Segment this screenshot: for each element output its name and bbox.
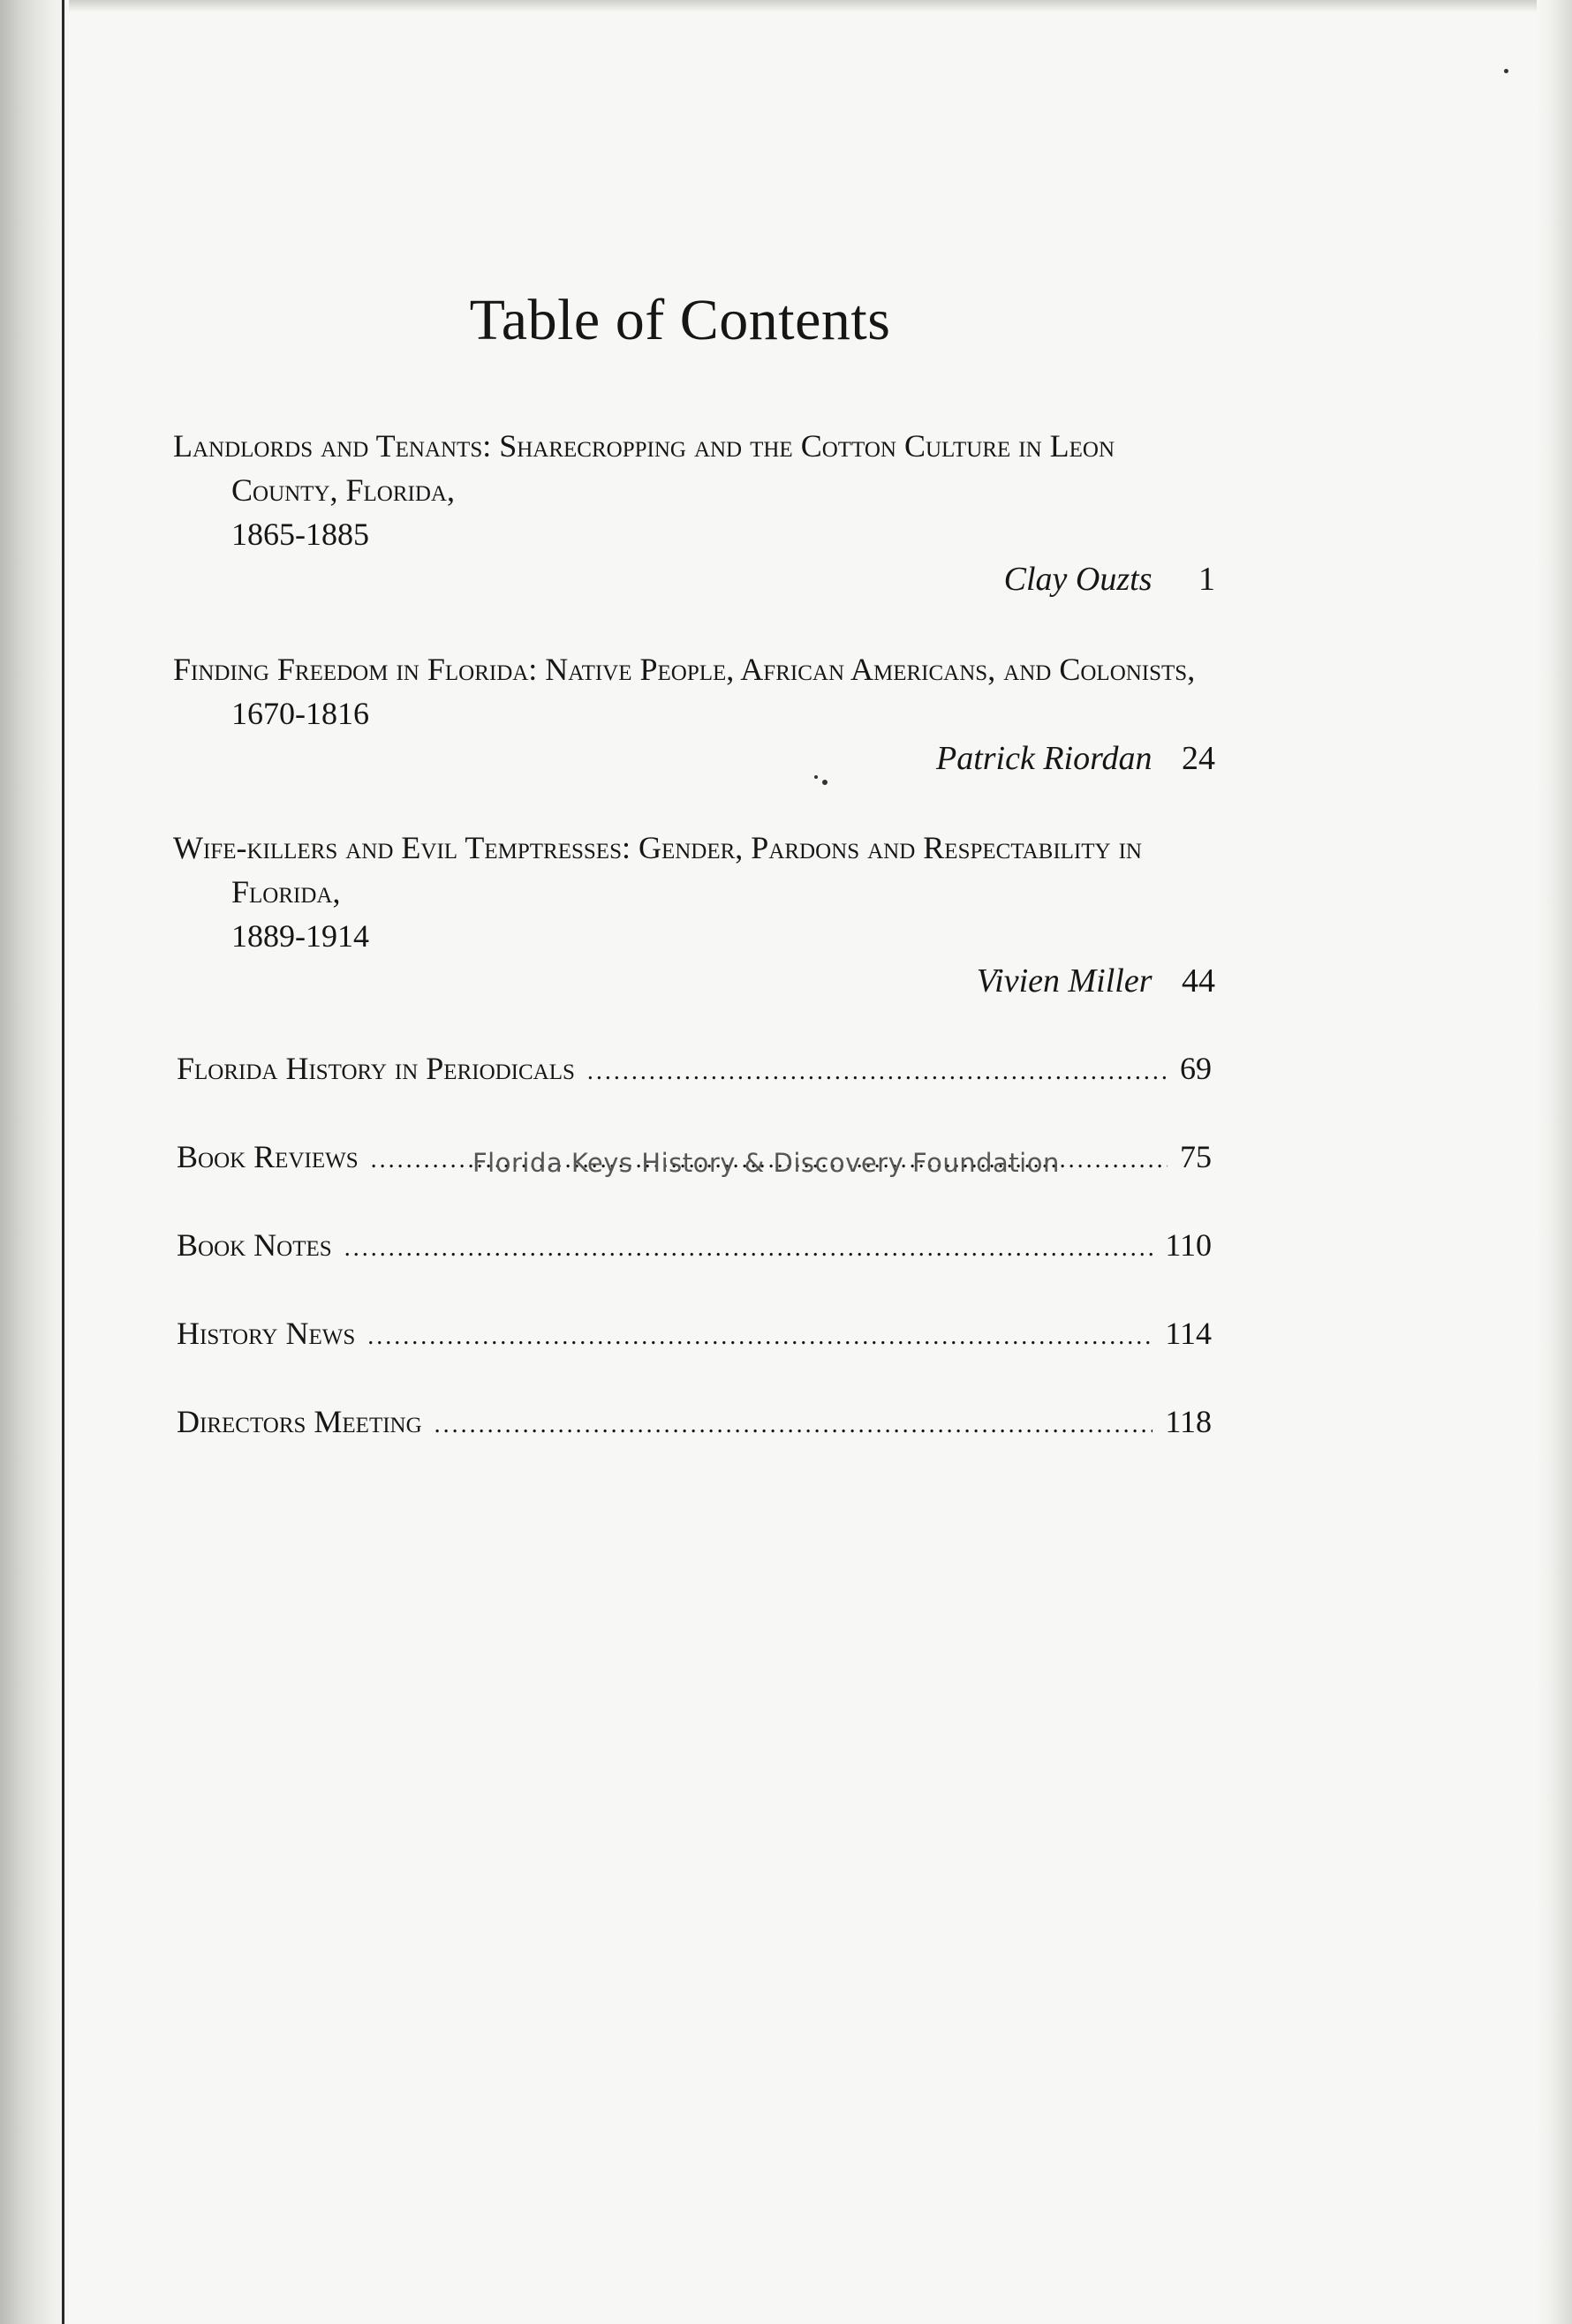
article-title-text: Landlords and Tenants: Sharecropping and the Cotton Culture in Leon County, Florida, <box>173 428 1115 508</box>
article-years: 1865-1885 <box>231 517 369 552</box>
scan-speck <box>1504 69 1508 73</box>
article-author: Vivien Miller <box>976 962 1153 1000</box>
article-title <box>173 826 1215 958</box>
toc-section-label: Directors Meeting <box>177 1404 422 1439</box>
article-title <box>173 647 1215 736</box>
article-page-number: 44 <box>1182 962 1215 1000</box>
toc-section-book-notes <box>177 1221 1212 1269</box>
toc-section-label: Florida History in Periodicals <box>177 1051 575 1086</box>
toc-section-label: Book Reviews <box>177 1139 359 1174</box>
article-byline <box>173 736 1215 781</box>
article-author: Clay Ouzts <box>1003 561 1153 598</box>
article-entry <box>173 424 1215 602</box>
toc-section-directors-meeting <box>177 1398 1212 1445</box>
article-byline <box>173 556 1215 602</box>
dot-leader <box>367 1313 1153 1361</box>
watermark: Florida Keys History & Discovery Foundation <box>472 1148 1060 1178</box>
toc-section-page: 118 <box>1165 1404 1212 1439</box>
article-entry <box>173 826 1215 1004</box>
article-page-number: 1 <box>1198 561 1215 598</box>
article-byline <box>173 958 1215 1004</box>
scan-edge-right <box>1537 0 1572 2324</box>
toc-section-page: 110 <box>1165 1227 1212 1263</box>
article-page-number: 24 <box>1182 740 1215 777</box>
toc-section-history-news <box>177 1309 1212 1357</box>
toc-section-label: History News <box>177 1316 356 1351</box>
article-author: Patrick Riordan <box>936 740 1153 777</box>
article-title <box>173 424 1215 556</box>
dot-leader <box>435 1401 1153 1449</box>
article-title-text: Wife-killers and Evil Temptresses: Gender, Pardons and Respectability in Florida, <box>173 830 1142 909</box>
toc-section-page: 114 <box>1165 1316 1212 1351</box>
scan-speck <box>814 775 818 779</box>
article-title-text: Finding Freedom in Florida: Native People, African Americans, and Colonists, 1670-1816 <box>173 652 1196 731</box>
toc-section-page: 75 <box>1180 1139 1212 1174</box>
dot-leader <box>344 1225 1153 1272</box>
toc-section-label: Book Notes <box>177 1227 332 1263</box>
dot-leader <box>587 1048 1168 1096</box>
scan-edge-top <box>0 0 1572 12</box>
scan-speck <box>822 780 828 785</box>
page-title: Table of Contents <box>469 288 891 352</box>
article-years: 1889-1914 <box>231 918 369 954</box>
toc-section-page: 69 <box>1180 1051 1212 1086</box>
article-entry <box>173 647 1215 781</box>
toc-section-periodicals <box>177 1045 1212 1092</box>
